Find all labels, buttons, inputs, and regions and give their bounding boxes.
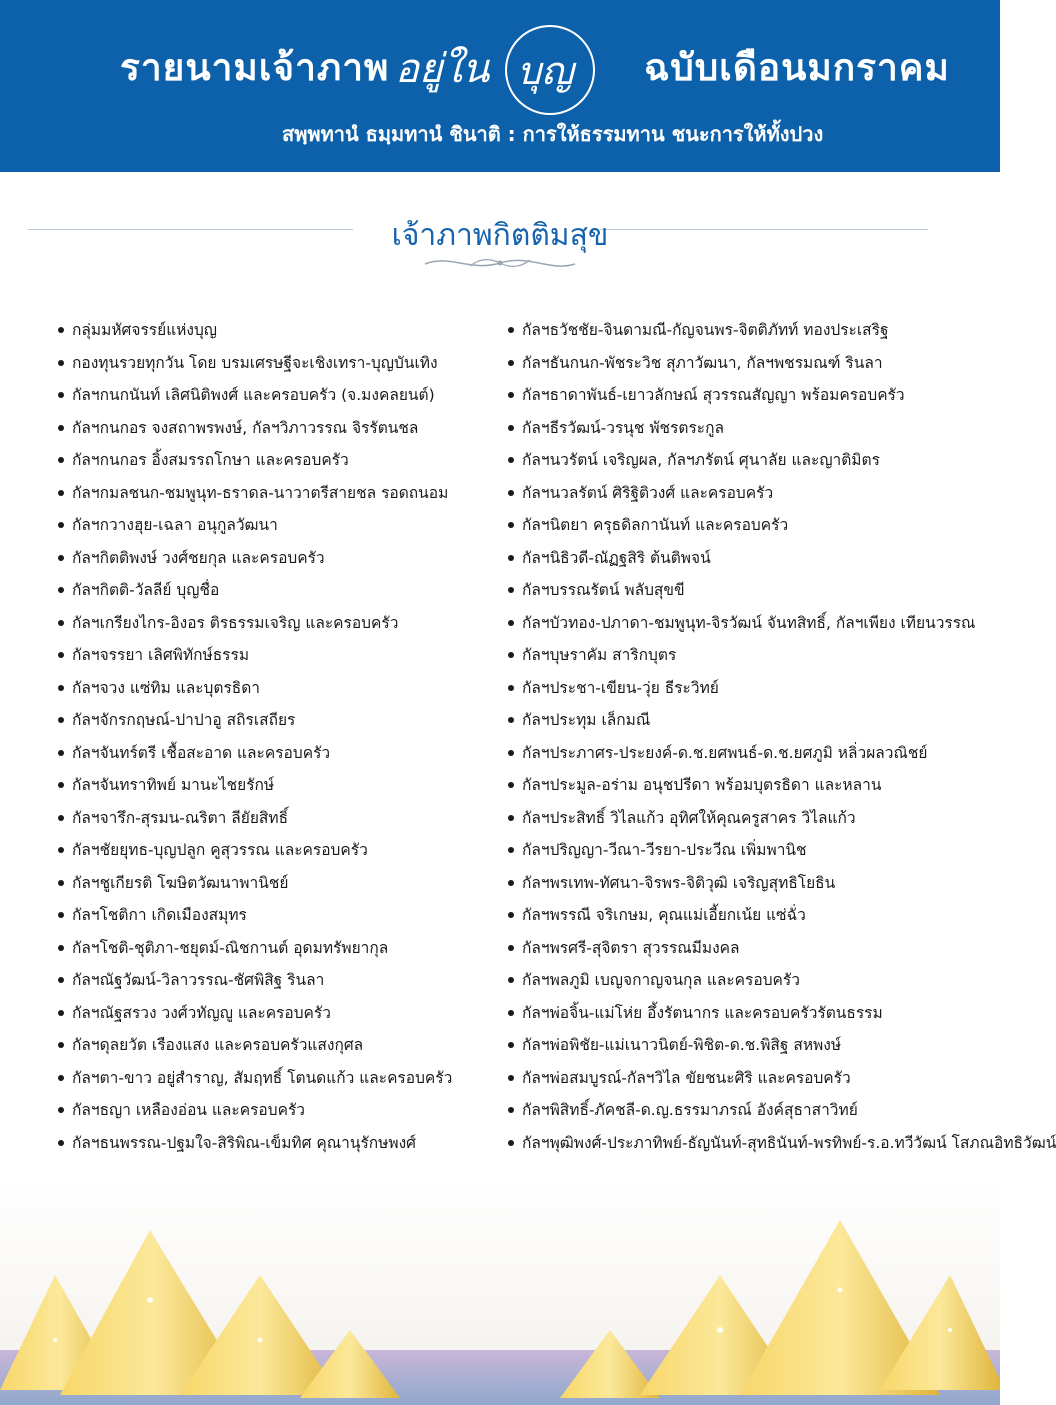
list-item [58, 802, 498, 835]
list-item-text: กัลฯบุษราคัม สาริกบุตร [522, 646, 677, 664]
list-item-text: กัลฯพลภูมิ เบญจกาญจนกุล และครอบครัว [522, 971, 800, 989]
bullet-icon [508, 620, 514, 626]
bullet-icon [508, 457, 514, 463]
list-item [508, 1029, 988, 1062]
bullet-icon [508, 1107, 514, 1113]
bullet-icon [508, 1140, 514, 1146]
bullet-icon [508, 327, 514, 333]
bullet-icon [508, 652, 514, 658]
aiyunai-bun-logo [385, 20, 625, 115]
bullet-icon [508, 717, 514, 723]
list-item-text: กัลฯพิสิทธิ์-ภัคชลี-ด.ญ.ธรรมาภรณ์ อังค์สุธาสาวิทย์ [522, 1101, 858, 1119]
bullet-icon [58, 457, 64, 463]
list-item [508, 769, 988, 802]
bullet-icon [508, 977, 514, 983]
bullet-icon [58, 522, 64, 528]
bullet-icon [508, 425, 514, 431]
bullet-icon [508, 392, 514, 398]
bullet-icon [58, 392, 64, 398]
list-item-text: กัลฯจวง แซ่ทิม และบุตรธิดา [72, 678, 261, 697]
list-item [58, 997, 498, 1030]
list-item [58, 867, 498, 900]
list-item [58, 574, 498, 607]
list-item-text: กัลฯประสิทธิ์ วิไลแก้ว อุทิศให้คุณครูสาคร วิไลแก้ว [522, 808, 856, 827]
list-item [508, 379, 988, 412]
bullet-icon [58, 880, 64, 886]
list-item [508, 737, 988, 770]
list-item-text: กัลฯนิตยา ครุธดิลกานันท์ และครอบครัว [522, 516, 789, 534]
list-item-text: กัลฯนิธิวดี-ณัฏฐสิริ ต้นติพจน์ [522, 548, 711, 567]
bullet-icon [58, 360, 64, 366]
bullet-icon [58, 652, 64, 658]
list-item-text: กัลฯพ่อจิ้น-แม่โห่ย อึ้งรัตนากร และครอบครัวรัตนธรรม [522, 1003, 883, 1022]
bullet-icon [508, 522, 514, 528]
list-item-text: กัลฯธันกนก-พัชระวิช สุภาวัฒนา, กัลฯพชรมณฑ์ รินลา [522, 353, 883, 372]
list-item [508, 639, 988, 672]
list-item [508, 964, 988, 997]
bullet-icon [508, 847, 514, 853]
list-item [58, 737, 498, 770]
list-item-text: กัลฯพ่อพิชัย-แม่เนาวนิตย์-พิชิต-ด.ช.พิสิฐ สหพงษ์ [522, 1036, 842, 1054]
list-item-text: กัลฯณัฐวัฒน์-วิลาวรรณ-ชัศพิสิฐ รินลา [72, 971, 325, 989]
bullet-icon [508, 782, 514, 788]
list-item [508, 932, 988, 965]
list-item-text: กัลฯประมูล-อร่าม อนุชปรีดา พร้อมบุตรธิดา และหลาน [522, 776, 882, 794]
list-item [508, 1127, 1056, 1160]
bullet-icon [508, 685, 514, 691]
list-item-text: กัลฯกิตติพงษ์ วงศ์ชยกุล และครอบครัว [72, 548, 325, 567]
list-item-text: กัลฯโชติ-ชุติภา-ชยุตม์-ณิชกานต์ อุดมทรัพยากุล [72, 938, 389, 957]
list-item-text: กัลฯกนกนันท์ เลิศนิติพงศ์ และครอบครัว (จ.มงคลยนต์) [72, 386, 435, 404]
list-item [58, 1094, 498, 1127]
list-item [58, 834, 498, 867]
list-item [58, 932, 498, 965]
list-item [508, 1094, 988, 1127]
bullet-icon [58, 1010, 64, 1016]
list-item-text: กัลฯนวรัตน์ เจริญผล, กัลฯภรัตน์ ศุนาลัย และญาติมิตร [522, 451, 880, 469]
bullet-icon [508, 360, 514, 366]
bullet-icon [58, 912, 64, 918]
list-item-text: กัลฯประภาศร-ประยงค์-ด.ช.ยศพนธ์-ด.ช.ยศภูมิ หลิ่วผลวณิชย์ [522, 743, 928, 762]
logo-text-1: อยู่ใน [395, 46, 490, 92]
list-item-text: กัลฯธาดาพันธ์-เยาวลักษณ์ สุวรรณสัญญา พร้อมครอบครัว [522, 386, 905, 404]
list-item [58, 379, 498, 412]
list-item [508, 542, 988, 575]
section-heading [0, 208, 1000, 278]
sponsor-list-right [508, 314, 1056, 1159]
bullet-icon [508, 1010, 514, 1016]
list-item [508, 412, 988, 445]
list-item-text: กลุ่มมหัศจรรย์แห่งบุญ [72, 321, 218, 339]
list-item [508, 867, 988, 900]
list-item [58, 1029, 498, 1062]
bullet-icon [58, 1107, 64, 1113]
list-item [58, 899, 498, 932]
bullet-icon [58, 750, 64, 756]
list-item-text: กัลฯพ่อสมบูรณ์-กัลฯวิไล ขัยชนะศิริ และครอบครัว [522, 1068, 851, 1087]
bullet-icon [58, 685, 64, 691]
header-subtitle: สพฺพทานํ ธมฺมทานํ ชินาติ : การให้ธรรมทาน ชนะการให้ทั้งปวง [282, 122, 824, 146]
list-item [508, 607, 988, 640]
bullet-icon [58, 1075, 64, 1081]
list-item [58, 347, 498, 380]
list-item-text: กัลฯจารึก-สุรมน-ณริตา ลียัยสิทธิ์ [72, 808, 289, 827]
bullet-icon [58, 587, 64, 593]
page-header [0, 0, 1000, 172]
list-item-text: กัลฯนวลรัตน์ ศิริฐิติวงศ์ และครอบครัว [522, 483, 774, 502]
list-item [58, 509, 498, 542]
bullet-icon [58, 717, 64, 723]
bullet-icon [508, 1042, 514, 1048]
list-item-text: กัลฯพรเทพ-ทัศนา-จิรพร-จิติวุฒิ เจริญสุทธิโยธิน [522, 873, 836, 892]
list-item-text: กัลฯจันทราทิพย์ มานะไชยรักษ์ [72, 776, 275, 794]
list-item [58, 639, 498, 672]
list-item-text: กัลฯธวัชชัย-จินดามณี-กัญจนพร-จิตติภัทท์ ทองประเสริฐ [522, 321, 889, 339]
list-item [58, 412, 498, 445]
list-item [58, 769, 498, 802]
list-item-text: กัลฯบัวทอง-ปภาดา-ชมพูนุท-จิรวัฒน์ จันทสิทธิ์, กัลฯเพียง เทียนวรรณ [522, 613, 976, 632]
list-item-text: กัลฯพรรณี จริเกษม, คุณแม่เอี้ยกเน้ย แซ่ฉั่ว [522, 906, 806, 924]
list-item-text: กัลฯณัฐสรวง วงศ์วทัญญู และครอบครัว [72, 1003, 331, 1022]
list-item-text: กัลฯกนกอร อิ้งสมรรถโกษา และครอบครัว [72, 451, 349, 469]
bullet-icon [58, 847, 64, 853]
header-title-right: ฉบับเดือนมกราคม [644, 46, 950, 89]
list-item [58, 314, 498, 347]
list-item [508, 314, 988, 347]
bullet-icon [58, 815, 64, 821]
list-item-text: กัลฯธีรวัฒน์-วรนุช พัชรตระกูล [522, 418, 724, 437]
list-item [58, 1127, 498, 1160]
list-item-text: กัลฯกนกอร จงสถาพรพงษ์, กัลฯวิภาวรรณ จิรรัตนชล [72, 418, 419, 437]
list-item [58, 672, 498, 705]
list-item-text: กัลฯกวางฮุย-เฉลา อนุกูลวัฒนา [72, 516, 278, 534]
list-item-text: กัลฯพุฒิพงศ์-ประภาทิพย์-ธัญนันท์-สุทธินันท์-พรทิพย์-ร.อ.ทวีวัฒน์ โสภณอิทธิวัฒน์ [522, 1133, 1056, 1152]
bullet-icon [508, 587, 514, 593]
list-item-text: กัลฯธนพรรณ-ปฐมใจ-สิริพิณ-เข็มทิศ คุณานุรักษพงศ์ [72, 1133, 417, 1152]
list-item-text: กัลฯบรรณรัตน์ พลับสุขขี [522, 581, 685, 599]
list-item-text: กัลฯพรศรี-สุจิตรา สุวรรณมีมงคล [522, 938, 740, 957]
list-item [508, 574, 988, 607]
list-item [508, 704, 988, 737]
list-item-text: กัลฯธญา เหลืองอ่อน และครอบครัว [72, 1101, 305, 1119]
list-item [508, 834, 988, 867]
list-item-text: กัลฯตา-ขาว อยู่สำราญ, สัมฤทธิ์ โตนดแก้ว และครอบครัว [72, 1068, 453, 1087]
bullet-icon [58, 425, 64, 431]
bullet-icon [58, 555, 64, 561]
bullet-icon [58, 620, 64, 626]
list-item-text: กัลฯกิตติ-วัลลีย์ บุญชื่อ [72, 581, 220, 599]
list-item-text: กัลฯชูเกียรติ โฆษิตวัฒนาพานิชย์ [72, 873, 289, 892]
bullet-icon [58, 945, 64, 951]
list-item-text: กัลฯชัยยุทธ-บุญปลูก คูสุวรรณ และครอบครัว [72, 841, 368, 859]
list-item [508, 1062, 988, 1095]
list-item [508, 509, 988, 542]
bullet-icon [58, 1042, 64, 1048]
golden-pagoda-illustration [0, 1180, 1000, 1405]
list-item [508, 899, 988, 932]
bullet-icon [508, 945, 514, 951]
section-title: เจ้าภาพกิตติมสุข [391, 218, 609, 253]
list-item-text: กัลฯประชา-เขียน-วุ่ย ธีระวิทย์ [522, 678, 719, 697]
list-item [58, 704, 498, 737]
list-item-text: กัลฯกมลชนก-ชมพูนุท-ธราดล-นาวาตรีสายชล รอดถนอม [72, 483, 449, 502]
list-item-text: กองทุนรวยทุกวัน โดย บรมเศรษฐีจะเชิงเทรา-บุญบันเทิง [72, 353, 438, 372]
list-item [58, 1062, 498, 1095]
list-item [58, 607, 498, 640]
list-item [508, 477, 988, 510]
bullet-icon [58, 1140, 64, 1146]
list-item-text: กัลฯจรรยา เลิศพิทักษ์ธรรม [72, 646, 250, 664]
bullet-icon [508, 555, 514, 561]
list-item-text: กัลฯจักรกฤษณ์-ปาปาอู สถิรเสถียร [72, 711, 296, 729]
ornament-icon [420, 252, 580, 274]
list-item-text: กัลฯปริญญา-วีณา-วีรยา-ประวีณ เพิ่มพานิช [522, 841, 807, 859]
list-item [58, 444, 498, 477]
list-item-text: กัลฯเกรียงไกร-อิงอร ติรธรรมเจริญ และครอบครัว [72, 613, 399, 632]
list-item-text: กัลฯโชติกา เกิดเมืองสมุทร [72, 906, 247, 924]
logo-text-2: บุญ [517, 49, 574, 93]
list-item-text: กัลฯจันทร์ตรี เชื้อสะอาด และครอบครัว [72, 743, 331, 762]
list-item [508, 444, 988, 477]
bullet-icon [508, 880, 514, 886]
list-item [508, 672, 988, 705]
list-item [58, 542, 498, 575]
sponsor-list-left [58, 314, 498, 1159]
bullet-icon [58, 490, 64, 496]
list-item [58, 477, 498, 510]
bullet-icon [508, 1075, 514, 1081]
list-item [508, 997, 988, 1030]
list-item [508, 802, 988, 835]
bullet-icon [508, 750, 514, 756]
list-item-text: กัลฯดุลยวัต เรืองแสง และครอบครัวแสงกุศล [72, 1036, 364, 1054]
bullet-icon [508, 490, 514, 496]
bullet-icon [508, 815, 514, 821]
list-item [58, 964, 498, 997]
list-item-text: กัลฯประทุม เล็กมณี [522, 711, 651, 729]
list-item [508, 347, 988, 380]
bullet-icon [58, 782, 64, 788]
bullet-icon [58, 327, 64, 333]
bullet-icon [58, 977, 64, 983]
header-title-left: รายนามเจ้าภาพ [120, 46, 390, 89]
bullet-icon [508, 912, 514, 918]
